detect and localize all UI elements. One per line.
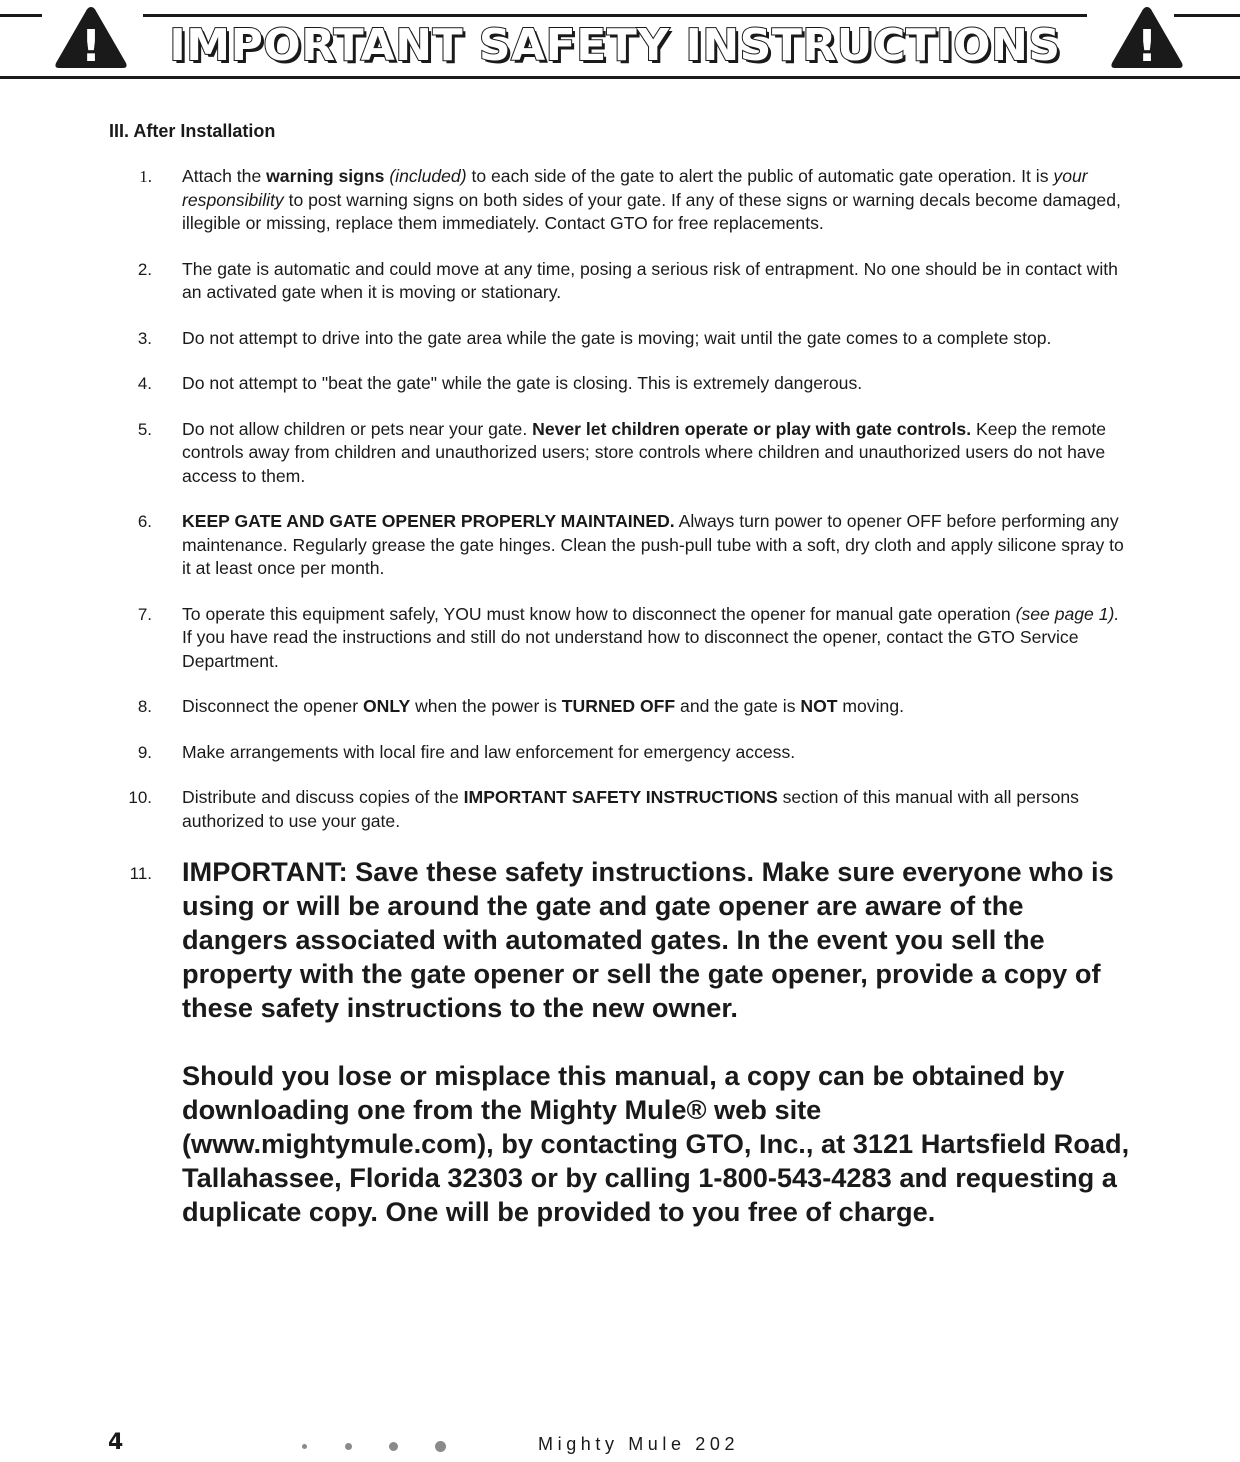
header-rule-left xyxy=(0,14,42,17)
item-text xyxy=(182,695,1127,719)
list-item xyxy=(0,372,1240,396)
emphasis-italic: (included) xyxy=(389,166,467,186)
item-text xyxy=(182,786,1127,833)
footer-dot xyxy=(345,1443,352,1450)
text-run: Disconnect the opener xyxy=(182,696,363,716)
item-text xyxy=(182,741,1127,765)
item-number: 9. xyxy=(137,742,152,762)
emphasis-bold: IMPORTANT SAFETY INSTRUCTIONS xyxy=(463,787,778,807)
text-run: Do not attempt to "beat the gate" while the gate is closing. This is extremely dangerous. xyxy=(182,373,863,393)
item-number: 3. xyxy=(137,328,152,348)
emphasis-bold: NOT xyxy=(800,696,838,716)
footer-dot xyxy=(302,1444,307,1449)
warning-triangle-icon xyxy=(1108,3,1186,71)
list-item xyxy=(0,786,1240,833)
header-rule-top xyxy=(143,14,1087,17)
list-item xyxy=(0,510,1240,581)
text-run: moving. xyxy=(837,696,905,716)
item-number: 8. xyxy=(137,697,152,716)
text-run: Do not allow children or pets near your gate. xyxy=(182,418,533,439)
item-number: 11. xyxy=(129,864,152,883)
emphasis-bold: warning signs xyxy=(266,166,385,186)
footer-dot xyxy=(435,1441,446,1452)
text-run: Do not attempt to drive into the gate area while the gate is moving; wait until the gate comes to a complete stop. xyxy=(182,327,1052,348)
list-item xyxy=(0,695,1240,719)
text-run: Make arrangements with local fire and law enforcement for emergency access. xyxy=(182,741,796,762)
text-run: section of this manual with all persons authorized to use your gate. xyxy=(182,787,1079,831)
instruction-items xyxy=(0,165,1240,833)
emphasis-bold: KEEP GATE AND GATE OPENER PROPERLY MAINTAINED. xyxy=(182,511,675,531)
text-run: Attach the xyxy=(182,166,267,186)
exclamation-glyph: ! xyxy=(1136,21,1158,71)
text-run: Always turn power to opener OFF before performing any maintenance. Regularly grease the gate hinges. Clean the push-pull tube with a soft, dry cloth and apply silicone spray to it at least once per month. xyxy=(182,511,1124,578)
emphasis-italic: your responsibility xyxy=(182,166,1088,210)
page-title: IMPORTANT SAFETY INSTRUCTIONS xyxy=(169,20,1061,71)
exclamation-glyph: ! xyxy=(80,21,102,71)
text-run: to each side of the gate to alert the public of automatic gate operation. It is xyxy=(466,166,1054,186)
list-item xyxy=(0,418,1240,489)
list-item-important xyxy=(0,855,1240,1229)
item-number: 6. xyxy=(137,512,152,531)
text-run: when the power is xyxy=(410,696,562,716)
text-run: and the gate is xyxy=(675,696,801,716)
warning-triangle-icon xyxy=(52,3,130,71)
page-footer xyxy=(0,1430,1240,1460)
item-number: 5. xyxy=(137,419,152,439)
text-run: Distribute and discuss copies of the xyxy=(182,787,464,807)
page-number: 4 xyxy=(108,1430,124,1455)
list-item xyxy=(0,741,1240,765)
list-item xyxy=(0,327,1240,351)
item-text xyxy=(182,603,1127,674)
footer-dot xyxy=(389,1442,398,1451)
list-item xyxy=(0,258,1240,305)
item-number: 4. xyxy=(137,374,152,393)
emphasis-bold: Never let children operate or play with gate controls. xyxy=(532,418,972,439)
item-text xyxy=(182,510,1127,581)
item-number: 7. xyxy=(137,604,152,624)
item-number: 2. xyxy=(137,259,152,279)
item-text xyxy=(182,418,1127,489)
important-paragraph: IMPORTANT: Save these safety instructions. Make sure everyone who is using or will be around the gate and gate opener are aware of the dangers associated with automated gates. In the event you sell the property with the gate opener or sell the gate opener, provide a copy of these safety instructions to the new owner. xyxy=(182,856,1114,1023)
emphasis-bold: ONLY xyxy=(362,696,411,716)
page-header xyxy=(0,0,1240,90)
list-item xyxy=(0,165,1240,236)
item-text xyxy=(182,258,1127,305)
item-text xyxy=(182,165,1127,236)
footer-title: Mighty Mule 202 xyxy=(538,1434,740,1454)
header-rule-bottom xyxy=(0,76,1240,79)
list-item xyxy=(0,603,1240,674)
manual-copy-paragraph: Should you lose or misplace this manual, a copy can be obtained by downloading one from the Mighty Mule® web site (www.mightymule.com), by contacting GTO, Inc., at 3121 Hartsfield Road, Tallahassee, Florida 32303 or by calling 1-800-543-4283 and requesting a duplicate copy. One will be provided to you free of charge. xyxy=(182,1060,1130,1227)
section-heading: III. After Installation xyxy=(109,121,276,141)
instruction-list xyxy=(0,165,1240,1263)
item-number: 1. xyxy=(139,167,152,186)
item-text xyxy=(182,327,1127,351)
emphasis-bold: TURNED OFF xyxy=(561,696,676,716)
item-number: 10. xyxy=(128,788,152,807)
emphasis-italic: (see page 1). xyxy=(1015,603,1120,624)
item-text xyxy=(182,855,1132,1229)
text-run: to post warning signs on both sides of your gate. If any of these signs or warning decals become damaged, illegible or missing, replace them immediately. Contact GTO for free replacements. xyxy=(182,189,1121,233)
text-run: To operate this equipment safely, YOU must know how to disconnect the opener for manual gate operation xyxy=(182,603,1016,624)
text-run: Keep the remote controls away from children and unauthorized users; store controls where children and unauthorized users do not have access to them. xyxy=(182,418,1107,486)
text-run: If you have read the instructions and still do not understand how to disconnect the opener, contact the GTO Service Department. xyxy=(182,627,1079,671)
text-run: The gate is automatic and could move at any time, posing a serious risk of entrapment. No one should be in contact with an activated gate when it is moving or stationary. xyxy=(182,258,1118,302)
item-text xyxy=(182,372,1127,396)
